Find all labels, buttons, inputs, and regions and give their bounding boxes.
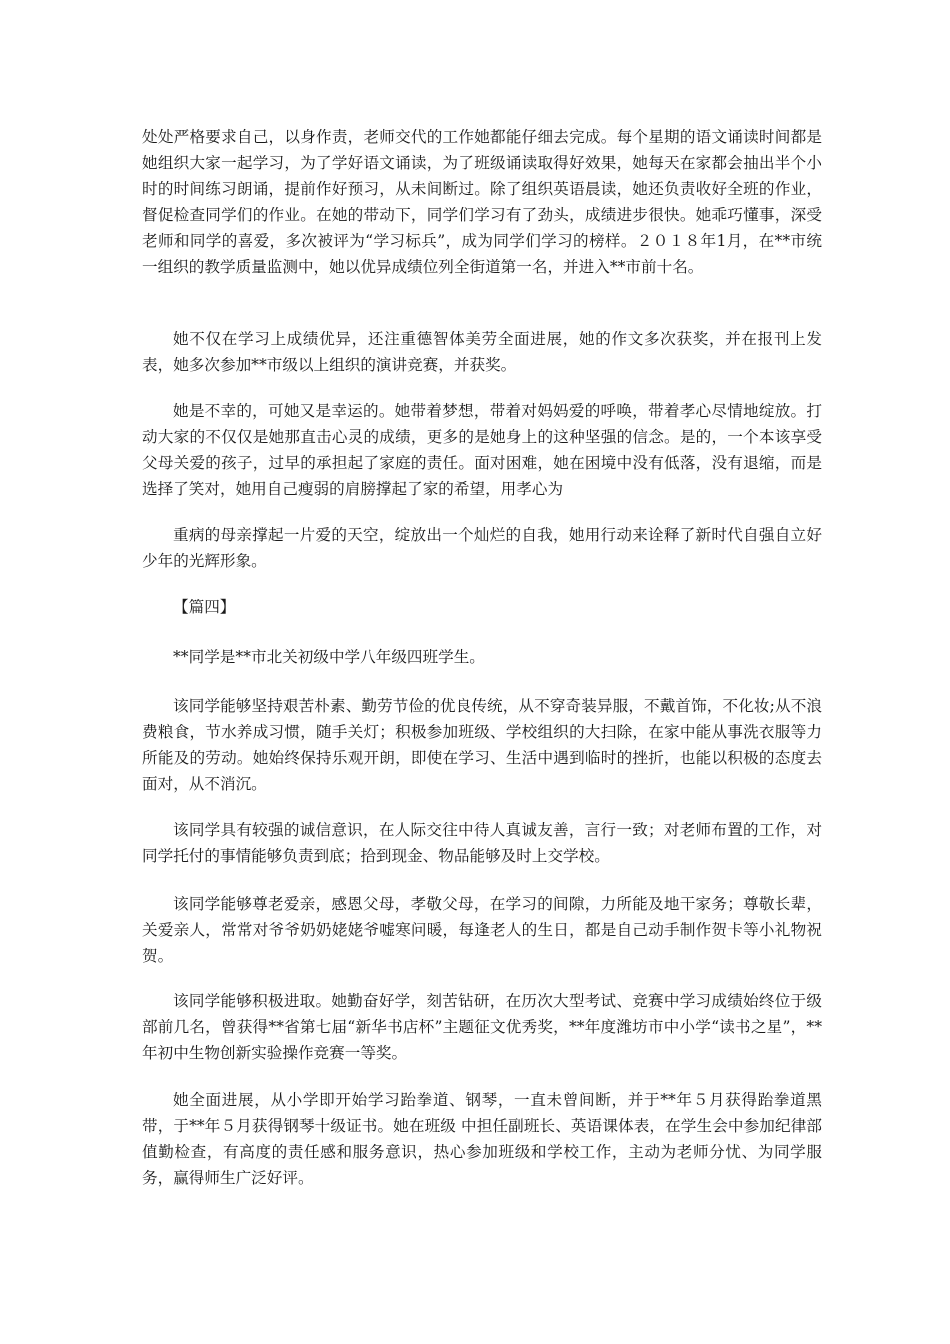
paragraph-sick-mother: 重病的母亲撑起一片爱的天空，绽放出一个灿烂的自我，她用行动来诠释了新时代自强自立好少年的光辉形象。	[142, 526, 822, 570]
paragraph-filial-piety: 该同学能够尊老爱亲，感恩父母，孝敬父母，在学习的间隙，力所能及地干家务；尊敬长辈，关爱亲人，常常对爷爷奶奶姥姥爷嘘寒问暖，每逢老人的生日，都是自己动手制作贺卡等小礼物祝贺。	[142, 895, 822, 965]
paragraph-study-role-model: 处处严格要求自己，以身作责，老师交代的工作她都能仔细去完成。每个星期的语文诵读时间都是她组织大家一起学习，为了学好语文诵读，为了班级诵读取得好效果，她每天在家都会抽出半个小时的时间练习朗诵，提前作好预习，从未间断过。除了组织英语晨读，她还负责收好全班的作业，督促检查同学们的作业。在她的带动下，同学们学习有了劲头，成绩进步很快。她乖巧懂事，深受老师和同学的喜爱，多次被评为“学习标兵”，成为同学们学习的榜样。２０１８年1月，在**市统一组织的教学质量监测中，她以优异成绩位列全街道第一名，并进入**市前十名。	[142, 128, 822, 276]
paragraph-frugality: 该同学能够坚持艰苦朴素、勤劳节俭的优良传统，从不穿奇装异服，不戴首饰，不化妆;从不浪费粮食，节水养成习惯，随手关灯；积极参加班级、学校组织的大扫除，在家中能从事洗衣服等力所能及的劳动。她始终保持乐观开朗，即使在学习、生活中遇到临时的挫折，也能以积极的态度去面对，从不消沉。	[142, 697, 822, 793]
section-heading-part-four: 【篇四】	[173, 598, 236, 616]
paragraph-extracurricular: 她全面进展，从小学即开始学习跆拳道、钢琴，一直未曾间断，并于**年５月获得跆拳道黑带，于**年５月获得钢琴十级证书。她在班级 中担任副班长、英语课体表，在学生会中参加纪律部值勤检查，有高度的责任感和服务意识，热心参加班级和学校工作，主动为老师分忧、为同学服务，赢得师生广泛好评。	[142, 1091, 822, 1187]
paragraph-all-round-development: 她不仅在学习上成绩优异，还注重德智体美劳全面进展，她的作文多次获奖，并在报刊上发表，她多次参加**市级以上组织的演讲竞赛，并获奖。	[142, 330, 822, 374]
paragraph-academic-progress: 该同学能够积极进取。她勤奋好学，刻苦钻研，在历次大型考试、竞赛中学习成绩始终位于级部前几名，曾获得**省第七届“新华书店杯”主题征文优秀奖，**年度潍坊市中小学“读书之星”，**年初中生物创新实验操作竞赛一等奖。	[142, 992, 822, 1062]
paragraph-honesty: 该同学具有较强的诚信意识，在人际交往中待人真诚友善，言行一致；对老师布置的工作，对同学托付的事情能够负责到底；拾到现金、物品能够及时上交学校。	[142, 821, 822, 865]
paragraph-student-intro: **同学是**市北关初级中学八年级四班学生。	[173, 648, 485, 666]
paragraph-unfortunate-yet-lucky: 她是不幸的，可她又是幸运的。她带着梦想，带着对妈妈爱的呼唤，带着孝心尽情地绽放。打动大家的不仅仅是她那直击心灵的成绩，更多的是她身上的这种坚强的信念。是的，一个本该享受父母关爱的孩子，过早的承担起了家庭的责任。面对困难，她在困境中没有低落，没有退缩，而是选择了笑对，她用自己瘦弱的肩膀撑起了家的希望，用孝心为	[142, 402, 822, 498]
